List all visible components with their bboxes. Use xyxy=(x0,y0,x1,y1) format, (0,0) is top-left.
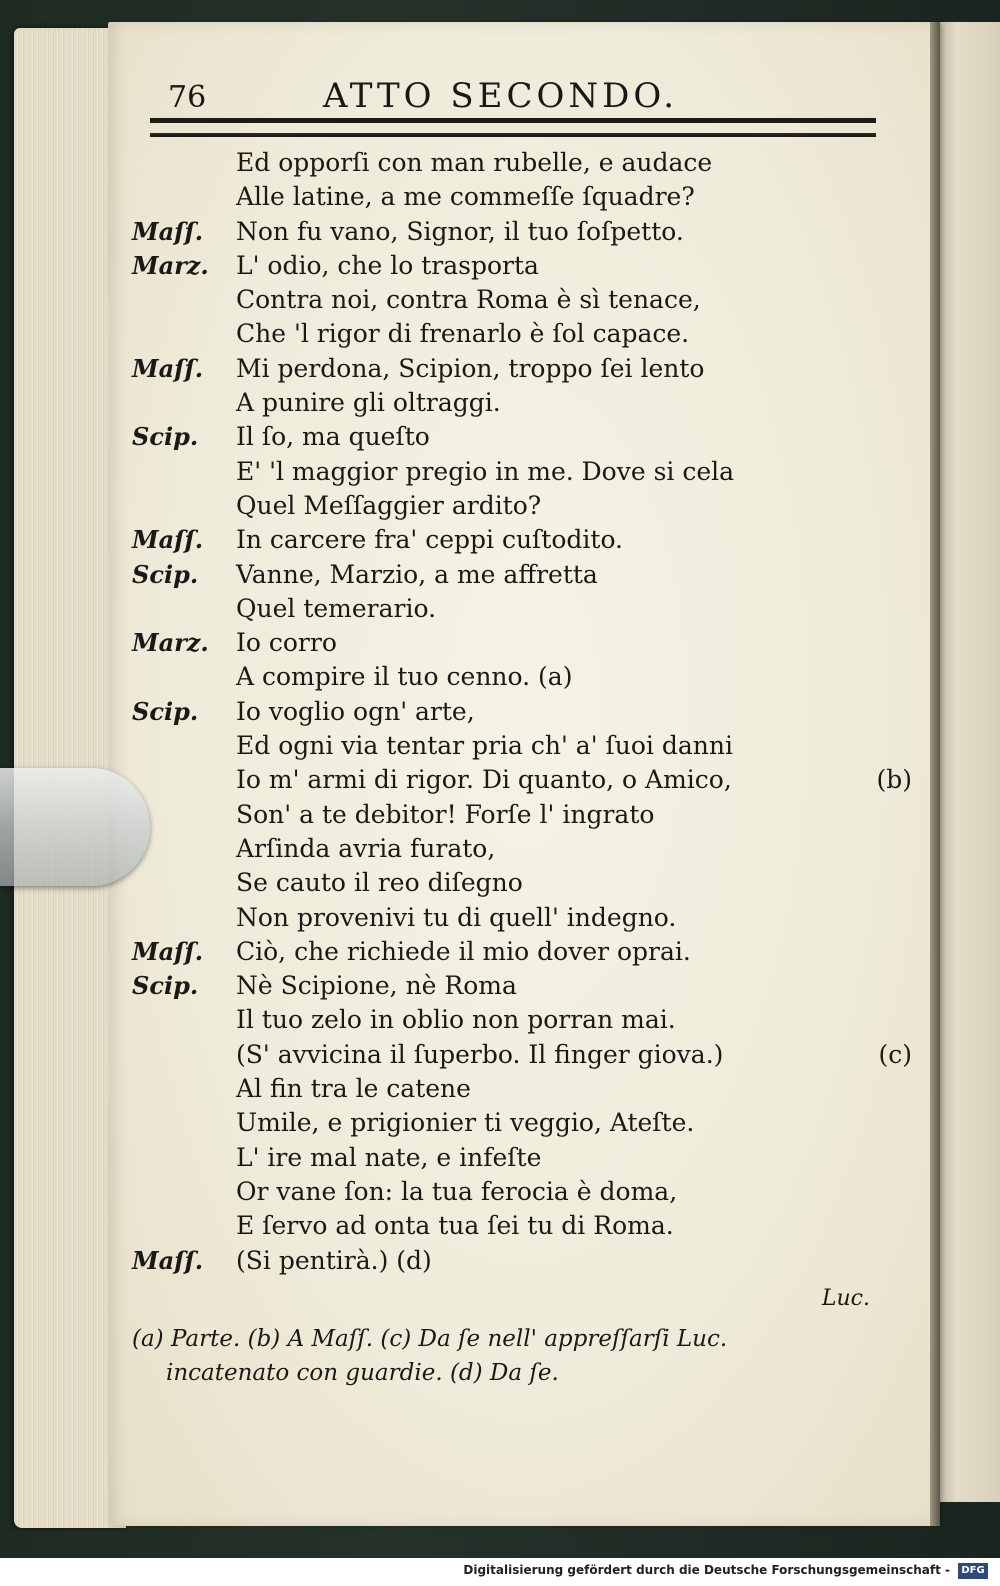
verse-line xyxy=(132,523,912,557)
speaker-label: Maſſ. xyxy=(132,216,204,246)
page-clip xyxy=(0,768,150,886)
credit-text: Digitalisierung gefördert durch die Deutsche Forschungsgemeinschaft - xyxy=(463,1563,950,1577)
verse-text-line: Al fin tra le catene xyxy=(236,1074,471,1104)
credit-bar xyxy=(0,1558,1000,1586)
verse-line xyxy=(132,969,912,1003)
verse-line xyxy=(132,420,912,454)
verse-text-line: (S' avvicina il ſuperbo. Il finger giova.) xyxy=(236,1039,724,1069)
verse-text-line: Io m' armi di rigor. Di quanto, o Amico, xyxy=(236,765,732,795)
verse-text-line: Io corro xyxy=(236,628,337,658)
verse-text-line: E' 'l maggior pregio in me. Dove si cela xyxy=(236,456,735,486)
verse-text-line: Or vane ſon: la tua ferocia è doma, xyxy=(236,1176,678,1206)
verse-text-line: Mi perdona, Scipion, troppo ſei lento xyxy=(236,353,705,383)
footnote-cue: (b) xyxy=(876,765,912,795)
catchword: Luc. xyxy=(821,1286,870,1311)
speaker-label: Maſſ. xyxy=(132,1245,204,1275)
verse-text-line: Io voglio ogn' arte, xyxy=(236,696,475,726)
verse-line xyxy=(132,1209,912,1243)
verse-line xyxy=(132,352,912,386)
verse-line xyxy=(132,935,912,969)
verse-line xyxy=(132,1072,912,1106)
verse-text-line: Ed opporſi con man rubelle, e audace xyxy=(236,148,713,177)
verse-text-line: L' odio, che lo trasporta xyxy=(236,250,539,280)
verse-text-line: In carcere fra' ceppi cuſtodito. xyxy=(236,525,623,555)
verse-text-line: (Si pentirà.) (d) xyxy=(236,1245,432,1275)
header-rule-thin xyxy=(150,133,876,135)
verse-line xyxy=(132,1003,912,1037)
facing-page-edge xyxy=(938,22,1000,1502)
footnote-line: incatenato con guardie. (d) Da ſe. xyxy=(166,1360,559,1386)
verse-line xyxy=(132,592,912,626)
page-gutter xyxy=(930,22,940,1526)
verse-line xyxy=(132,317,912,351)
speaker-label: Marz. xyxy=(132,250,209,280)
verse-text-line: Non provenivi tu di quell' indegno. xyxy=(236,902,677,932)
speaker-label: Scip. xyxy=(132,559,199,589)
verse-line xyxy=(132,1244,912,1278)
verse-line xyxy=(132,283,912,317)
verse-line xyxy=(132,695,912,729)
footnote-cue: (c) xyxy=(878,1039,912,1069)
verse-line xyxy=(132,386,912,420)
speaker-label: Maſſ. xyxy=(132,525,204,555)
page-header xyxy=(168,74,888,124)
verse-line xyxy=(132,1106,912,1140)
verse-line xyxy=(132,660,912,694)
speaker-label: Scip. xyxy=(132,422,199,452)
verse-text-line: Non fu vano, Signor, il tuo ſoſpetto. xyxy=(236,216,684,246)
speaker-label: Maſſ. xyxy=(132,936,204,966)
book-page xyxy=(108,22,940,1526)
verse-text-line: Quel temerario. xyxy=(236,593,437,623)
verse-line xyxy=(132,901,912,935)
speaker-label: Scip. xyxy=(132,971,199,1001)
verse-text-line: Il tuo zelo in oblio non porran mai. xyxy=(236,1005,676,1035)
verse-text-line: A punire gli oltraggi. xyxy=(236,388,501,418)
verse-text-line: Che 'l rigor di frenarlo è ſol capace. xyxy=(236,319,690,349)
verse-text-line: Ed ogni via tentar pria ch' a' ſuoi danni xyxy=(236,731,733,761)
verse-text-line: Se cauto il reo diſegno xyxy=(236,868,523,898)
verse-text-line: Vanne, Marzio, a me affretta xyxy=(236,559,598,589)
verse-line xyxy=(132,489,912,523)
verse-line xyxy=(132,1141,912,1175)
speaker-label: Maſſ. xyxy=(132,353,204,383)
verse-line xyxy=(132,180,912,214)
verse-text-line: L' ire mal nate, e infeſte xyxy=(236,1142,542,1172)
verse-text-line: Ciò, che richiede il mio dover oprai. xyxy=(236,936,691,966)
verse-line xyxy=(132,215,912,249)
verse-text-line: Umile, e prigionier ti veggio, Ateſte. xyxy=(236,1108,695,1138)
dfg-logo-icon: DFG xyxy=(958,1563,988,1579)
verse-line xyxy=(132,832,912,866)
verse-text xyxy=(132,146,912,1278)
speaker-label: Marz. xyxy=(132,628,209,658)
verse-text-line: Quel Meſſaggier ardito? xyxy=(236,490,542,520)
verse-line xyxy=(132,1038,912,1072)
verse-line xyxy=(132,729,912,763)
verse-text-line: Nè Scipione, nè Roma xyxy=(236,971,517,1001)
verse-text-line: Il ſo, ma queſto xyxy=(236,422,430,452)
footnote-line: (a) Parte. (b) A Maſſ. (c) Da ſe nell' appreſſarſi Luc. xyxy=(132,1326,728,1352)
verse-line xyxy=(132,455,912,489)
verse-line xyxy=(132,558,912,592)
verse-line xyxy=(132,866,912,900)
verse-line xyxy=(132,146,912,180)
verse-line xyxy=(132,763,912,797)
verse-text-line: Alle latine, a me commeſſe ſquadre? xyxy=(236,182,695,212)
verse-line xyxy=(132,626,912,660)
verse-text-line: A compire il tuo cenno. (a) xyxy=(236,662,573,692)
running-title: ATTO SECONDO. xyxy=(323,76,679,116)
verse-line xyxy=(132,1175,912,1209)
verse-text-line: Arſinda avria furato, xyxy=(236,833,496,863)
verse-line xyxy=(132,798,912,832)
page-number: 76 xyxy=(168,80,207,115)
speaker-label: Scip. xyxy=(132,696,199,726)
verse-text-line: Son' a te debitor! Forſe l' ingrato xyxy=(236,799,655,829)
verse-line xyxy=(132,249,912,283)
verse-text-line: Contra noi, contra Roma è sì tenace, xyxy=(236,285,701,315)
footnotes xyxy=(132,1322,912,1390)
verse-text-line: E ſervo ad onta tua ſei tu di Roma. xyxy=(236,1211,674,1241)
